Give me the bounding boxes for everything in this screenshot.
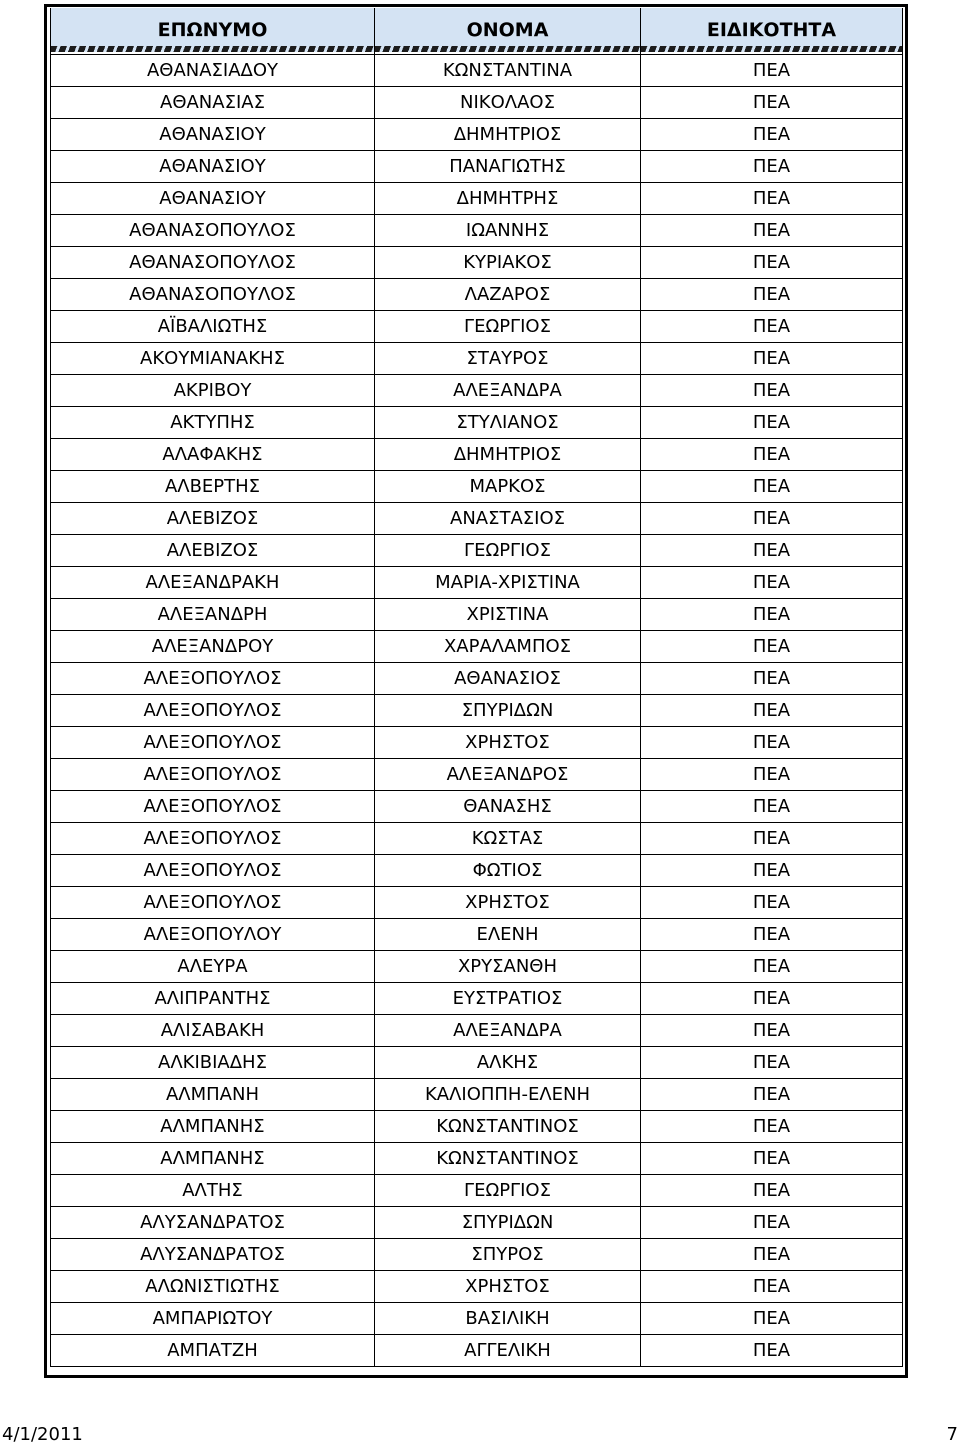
table-row bbox=[51, 1175, 903, 1207]
table-row bbox=[51, 311, 903, 343]
cell-surname: ΑΘΑΝΑΣΙΟΥ bbox=[51, 183, 375, 215]
personnel-table bbox=[50, 8, 903, 1367]
table-row bbox=[51, 663, 903, 695]
table-row bbox=[51, 1335, 903, 1367]
cell-specialty: ΠΕΑ bbox=[641, 631, 903, 663]
cell-surname: ΑΛΥΣΑΝΔΡΑΤΟΣ bbox=[51, 1239, 375, 1271]
cell-name: ΚΩΝΣΤΑΝΤΙΝΑ bbox=[375, 55, 641, 87]
table-row bbox=[51, 759, 903, 791]
cell-surname: ΑΘΑΝΑΣΟΠΟΥΛΟΣ bbox=[51, 215, 375, 247]
cell-surname: ΑΚΤΥΠΗΣ bbox=[51, 407, 375, 439]
cell-specialty: ΠΕΑ bbox=[641, 55, 903, 87]
cell-name: ΑΛΚΗΣ bbox=[375, 1047, 641, 1079]
table-row bbox=[51, 1143, 903, 1175]
table-row bbox=[51, 183, 903, 215]
cell-name: ΓΕΩΡΓΙΟΣ bbox=[375, 1175, 641, 1207]
cell-surname: ΑΛΕΞΑΝΔΡΑΚΗ bbox=[51, 567, 375, 599]
table-row bbox=[51, 599, 903, 631]
cell-surname: ΑΛΕΞΟΠΟΥΛΟΣ bbox=[51, 887, 375, 919]
cell-specialty: ΠΕΑ bbox=[641, 1015, 903, 1047]
cell-surname: ΑΚΟΥΜΙΑΝΑΚΗΣ bbox=[51, 343, 375, 375]
cell-name: ΣΤΥΛΙΑΝΟΣ bbox=[375, 407, 641, 439]
cell-name: ΧΑΡΑΛΑΜΠΟΣ bbox=[375, 631, 641, 663]
table-row bbox=[51, 151, 903, 183]
cell-name: ΚΑΛΙΟΠΠΗ-ΕΛΕΝΗ bbox=[375, 1079, 641, 1111]
cell-name: ΣΠΥΡΟΣ bbox=[375, 1239, 641, 1271]
cell-specialty: ΠΕΑ bbox=[641, 215, 903, 247]
cell-specialty: ΠΕΑ bbox=[641, 1111, 903, 1143]
table-row bbox=[51, 919, 903, 951]
cell-surname: ΑΛΜΠΑΝΗΣ bbox=[51, 1143, 375, 1175]
cell-name: ΧΡΗΣΤΟΣ bbox=[375, 727, 641, 759]
cell-specialty: ΠΕΑ bbox=[641, 1175, 903, 1207]
table-row bbox=[51, 1207, 903, 1239]
cell-specialty: ΠΕΑ bbox=[641, 1239, 903, 1271]
cell-specialty: ΠΕΑ bbox=[641, 663, 903, 695]
cell-surname: ΑΜΠΑΤΖΗ bbox=[51, 1335, 375, 1367]
table-row bbox=[51, 1047, 903, 1079]
footer-date: 4/1/2011 bbox=[2, 1424, 83, 1445]
cell-name: ΚΩΝΣΤΑΝΤΙΝΟΣ bbox=[375, 1111, 641, 1143]
table-row bbox=[51, 279, 903, 311]
cell-surname: ΑΛΙΣΑΒΑΚΗ bbox=[51, 1015, 375, 1047]
cell-name: ΔΗΜΗΤΡΗΣ bbox=[375, 183, 641, 215]
cell-specialty: ΠΕΑ bbox=[641, 727, 903, 759]
cell-name: ΙΩΑΝΝΗΣ bbox=[375, 215, 641, 247]
table-row bbox=[51, 1239, 903, 1271]
table-row bbox=[51, 55, 903, 87]
cell-specialty: ΠΕΑ bbox=[641, 439, 903, 471]
cell-name: ΧΡΗΣΤΟΣ bbox=[375, 1271, 641, 1303]
cell-surname: ΑΛΕΞΟΠΟΥΛΟΣ bbox=[51, 759, 375, 791]
table-row bbox=[51, 983, 903, 1015]
cell-surname: ΑΛΥΣΑΝΔΡΑΤΟΣ bbox=[51, 1207, 375, 1239]
cell-specialty: ΠΕΑ bbox=[641, 759, 903, 791]
cell-specialty: ΠΕΑ bbox=[641, 1047, 903, 1079]
cell-name: ΚΩΣΤΑΣ bbox=[375, 823, 641, 855]
table-row bbox=[51, 119, 903, 151]
cell-name: ΑΘΑΝΑΣΙΟΣ bbox=[375, 663, 641, 695]
cell-name: ΒΑΣΙΛΙΚΗ bbox=[375, 1303, 641, 1335]
table-row bbox=[51, 887, 903, 919]
cell-name: ΜΑΡΙΑ-ΧΡΙΣΤΙΝΑ bbox=[375, 567, 641, 599]
cell-surname: ΑΛΒΕΡΤΗΣ bbox=[51, 471, 375, 503]
cell-specialty: ΠΕΑ bbox=[641, 343, 903, 375]
cell-specialty: ΠΕΑ bbox=[641, 919, 903, 951]
cell-specialty: ΠΕΑ bbox=[641, 567, 903, 599]
cell-name: ΧΡΙΣΤΙΝΑ bbox=[375, 599, 641, 631]
cell-specialty: ΠΕΑ bbox=[641, 1207, 903, 1239]
cell-specialty: ΠΕΑ bbox=[641, 695, 903, 727]
table-row bbox=[51, 855, 903, 887]
cell-surname: ΑΛΕΞΟΠΟΥΛΟΣ bbox=[51, 791, 375, 823]
table-row bbox=[51, 631, 903, 663]
table-row bbox=[51, 727, 903, 759]
table-row bbox=[51, 87, 903, 119]
cell-surname: ΑΛΕΞΑΝΔΡΟΥ bbox=[51, 631, 375, 663]
table-row bbox=[51, 1271, 903, 1303]
cell-surname: ΑΜΠΑΡΙΩΤΟΥ bbox=[51, 1303, 375, 1335]
cell-surname: ΑΛΑΦΑΚΗΣ bbox=[51, 439, 375, 471]
cell-surname: ΑΘΑΝΑΣΟΠΟΥΛΟΣ bbox=[51, 247, 375, 279]
cell-surname: ΑΛΩΝΙΣΤΙΩΤΗΣ bbox=[51, 1271, 375, 1303]
table-row bbox=[51, 1303, 903, 1335]
cell-name: ΠΑΝΑΓΙΩΤΗΣ bbox=[375, 151, 641, 183]
table-row bbox=[51, 439, 903, 471]
cell-specialty: ΠΕΑ bbox=[641, 183, 903, 215]
cell-name: ΣΠΥΡΙΔΩΝ bbox=[375, 1207, 641, 1239]
cell-specialty: ΠΕΑ bbox=[641, 1303, 903, 1335]
table-row bbox=[51, 343, 903, 375]
cell-surname: ΑΛΕΥΡΑ bbox=[51, 951, 375, 983]
cell-name: ΑΝΑΣΤΑΣΙΟΣ bbox=[375, 503, 641, 535]
cell-name: ΚΥΡΙΑΚΟΣ bbox=[375, 247, 641, 279]
cell-surname: ΑΘΑΝΑΣΙΑΣ bbox=[51, 87, 375, 119]
cell-surname: ΑΘΑΝΑΣΙΟΥ bbox=[51, 151, 375, 183]
table-row bbox=[51, 1111, 903, 1143]
cell-name: ΓΕΩΡΓΙΟΣ bbox=[375, 535, 641, 567]
cell-name: ΝΙΚΟΛΑΟΣ bbox=[375, 87, 641, 119]
cell-specialty: ΠΕΑ bbox=[641, 375, 903, 407]
cell-name: ΘΑΝΑΣΗΣ bbox=[375, 791, 641, 823]
cell-surname: ΑΛΚΙΒΙΑΔΗΣ bbox=[51, 1047, 375, 1079]
cell-surname: ΑΘΑΝΑΣΟΠΟΥΛΟΣ bbox=[51, 279, 375, 311]
cell-name: ΑΛΕΞΑΝΔΡΑ bbox=[375, 375, 641, 407]
cell-surname: ΑΛΕΞΑΝΔΡΗ bbox=[51, 599, 375, 631]
table-row bbox=[51, 695, 903, 727]
cell-name: ΔΗΜΗΤΡΙΟΣ bbox=[375, 439, 641, 471]
cell-specialty: ΠΕΑ bbox=[641, 503, 903, 535]
cell-surname: ΑΛΕΞΟΠΟΥΛΟΣ bbox=[51, 663, 375, 695]
cell-specialty: ΠΕΑ bbox=[641, 887, 903, 919]
cell-specialty: ΠΕΑ bbox=[641, 1271, 903, 1303]
table-row bbox=[51, 791, 903, 823]
cell-surname: ΑΛΕΞΟΠΟΥΛΟΣ bbox=[51, 727, 375, 759]
table-row bbox=[51, 407, 903, 439]
cell-specialty: ΠΕΑ bbox=[641, 119, 903, 151]
table-header bbox=[51, 8, 903, 55]
table-row bbox=[51, 215, 903, 247]
cell-specialty: ΠΕΑ bbox=[641, 407, 903, 439]
cell-specialty: ΠΕΑ bbox=[641, 791, 903, 823]
cell-specialty: ΠΕΑ bbox=[641, 983, 903, 1015]
cell-name: ΧΡΗΣΤΟΣ bbox=[375, 887, 641, 919]
cell-surname: ΑΛΜΠΑΝΗΣ bbox=[51, 1111, 375, 1143]
cell-name: ΜΑΡΚΟΣ bbox=[375, 471, 641, 503]
cell-specialty: ΠΕΑ bbox=[641, 311, 903, 343]
cell-surname: ΑΛΕΞΟΠΟΥΛΟΣ bbox=[51, 695, 375, 727]
cell-specialty: ΠΕΑ bbox=[641, 247, 903, 279]
header-specialty: ΕΙΔΙΚΟΤΗΤΑ bbox=[641, 8, 903, 52]
cell-surname: ΑΘΑΝΑΣΙΑΔΟΥ bbox=[51, 55, 375, 87]
cell-specialty: ΠΕΑ bbox=[641, 823, 903, 855]
table-row bbox=[51, 823, 903, 855]
cell-surname: ΑΛΕΞΟΠΟΥΛΟΥ bbox=[51, 919, 375, 951]
cell-surname: ΑΛΕΞΟΠΟΥΛΟΣ bbox=[51, 855, 375, 887]
cell-name: ΣΤΑΥΡΟΣ bbox=[375, 343, 641, 375]
cell-specialty: ΠΕΑ bbox=[641, 1143, 903, 1175]
cell-specialty: ΠΕΑ bbox=[641, 151, 903, 183]
cell-surname: ΑΘΑΝΑΣΙΟΥ bbox=[51, 119, 375, 151]
footer-page-number: 7 bbox=[946, 1424, 958, 1445]
table-row bbox=[51, 247, 903, 279]
cell-name: ΧΡΥΣΑΝΘΗ bbox=[375, 951, 641, 983]
cell-surname: ΑΛΕΒΙΖΟΣ bbox=[51, 503, 375, 535]
cell-specialty: ΠΕΑ bbox=[641, 1335, 903, 1367]
cell-specialty: ΠΕΑ bbox=[641, 951, 903, 983]
header-name: ΟΝΟΜΑ bbox=[375, 8, 641, 52]
header-surname: ΕΠΩΝΥΜΟ bbox=[51, 8, 375, 52]
cell-surname: ΑΪΒΑΛΙΩΤΗΣ bbox=[51, 311, 375, 343]
cell-specialty: ΠΕΑ bbox=[641, 855, 903, 887]
table-row bbox=[51, 375, 903, 407]
cell-name: ΕΛΕΝΗ bbox=[375, 919, 641, 951]
table-row bbox=[51, 1079, 903, 1111]
cell-name: ΓΕΩΡΓΙΟΣ bbox=[375, 311, 641, 343]
cell-specialty: ΠΕΑ bbox=[641, 279, 903, 311]
cell-name: ΚΩΝΣΤΑΝΤΙΝΟΣ bbox=[375, 1143, 641, 1175]
cell-name: ΕΥΣΤΡΑΤΙΟΣ bbox=[375, 983, 641, 1015]
cell-name: ΦΩΤΙΟΣ bbox=[375, 855, 641, 887]
header-row bbox=[51, 8, 903, 52]
cell-surname: ΑΛΤΗΣ bbox=[51, 1175, 375, 1207]
cell-name: ΛΑΖΑΡΟΣ bbox=[375, 279, 641, 311]
cell-surname: ΑΛΙΠΡΑΝΤΗΣ bbox=[51, 983, 375, 1015]
cell-surname: ΑΛΜΠΑΝΗ bbox=[51, 1079, 375, 1111]
table-row bbox=[51, 567, 903, 599]
table-row bbox=[51, 951, 903, 983]
table-row bbox=[51, 1015, 903, 1047]
cell-name: ΣΠΥΡΙΔΩΝ bbox=[375, 695, 641, 727]
cell-specialty: ΠΕΑ bbox=[641, 87, 903, 119]
cell-name: ΑΛΕΞΑΝΔΡΟΣ bbox=[375, 759, 641, 791]
cell-specialty: ΠΕΑ bbox=[641, 535, 903, 567]
table-row bbox=[51, 535, 903, 567]
cell-name: ΔΗΜΗΤΡΙΟΣ bbox=[375, 119, 641, 151]
table-body bbox=[51, 55, 903, 1367]
table-row bbox=[51, 503, 903, 535]
cell-specialty: ΠΕΑ bbox=[641, 1079, 903, 1111]
cell-specialty: ΠΕΑ bbox=[641, 599, 903, 631]
cell-name: ΑΓΓΕΛΙΚΗ bbox=[375, 1335, 641, 1367]
table-row bbox=[51, 471, 903, 503]
cell-specialty: ΠΕΑ bbox=[641, 471, 903, 503]
cell-surname: ΑΛΕΞΟΠΟΥΛΟΣ bbox=[51, 823, 375, 855]
cell-name: ΑΛΕΞΑΝΔΡΑ bbox=[375, 1015, 641, 1047]
cell-surname: ΑΛΕΒΙΖΟΣ bbox=[51, 535, 375, 567]
cell-surname: ΑΚΡΙΒΟΥ bbox=[51, 375, 375, 407]
